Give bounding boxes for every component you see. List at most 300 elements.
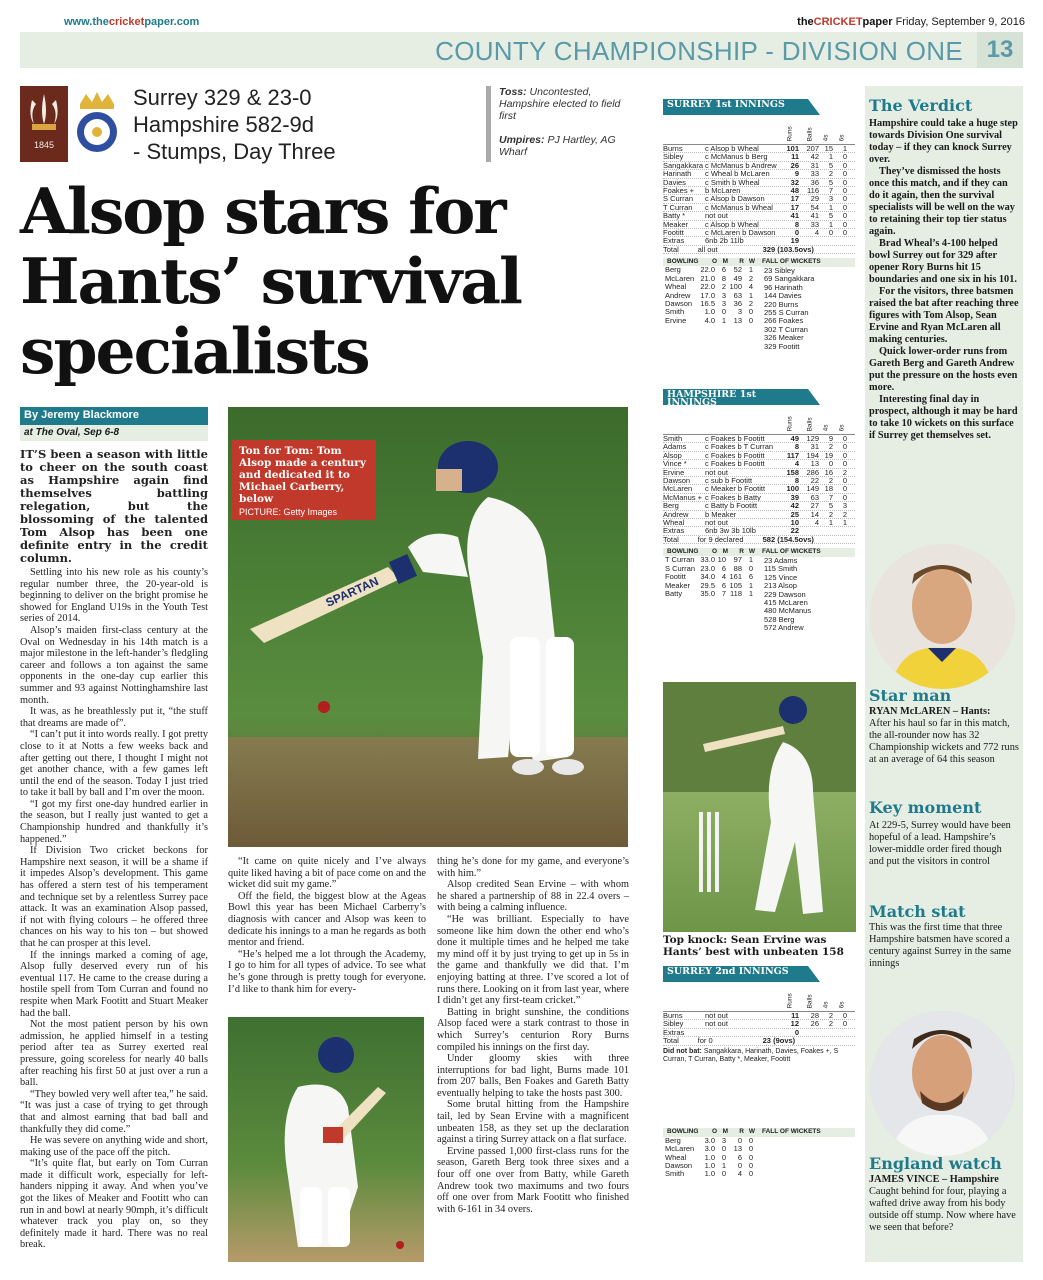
overs: 21.0 [700,273,715,283]
maidens: 6 [721,580,726,590]
fow-row: 326 Meaker [764,333,804,343]
sixes: 0 [842,492,847,502]
sixes: 0 [842,185,847,195]
fow-row: 213 Alsop [764,581,797,591]
column-header: Balls [806,993,814,1008]
bowling-header-cell: BOWLING [667,1128,699,1136]
batting-row [663,469,855,477]
bowling-section [663,1128,855,1178]
batsman-name: Total [663,535,679,544]
batsman-name: Extras [663,527,685,535]
batsman-name: Meaker [663,220,689,228]
paragraph: They’ve dismissed the hosts once this match, and if they can do it again, then the survival specialists will be well on the way to retaining their top tier status again. [869,166,1015,237]
fours: 0 [828,459,833,469]
bowling-section [663,258,855,351]
issue-date: Friday, September 9, 2016 [895,16,1025,28]
sixes: 0 [842,434,847,443]
bowler-name: McLaren [665,1144,695,1154]
sixes: 0 [842,211,847,221]
paragraph: Not the most patient person by his own admission, he applied himself in a testing period after tea as Surrey exerted real pressure, going scoreless for nearly 40 balls after reaching his first 50 at just over a run a ball. [20,1019,208,1089]
overs: 3.0 [704,1144,715,1154]
paragraph: Under gloomy skies with three interruptions for bad light, Burns made 101 from 207 balls, Ben Foakes and Gareth Batty eventually helping to take the hosts past 300. [437,1053,629,1099]
sixes: 0 [842,450,847,460]
column-headers [663,982,855,1012]
ervine-caption: Top knock: Sean Ervine was Hants’ best with unbeaten 158 [663,934,844,958]
bowler-name: Footitt [665,572,686,582]
sixes: 0 [842,459,847,469]
overs: 1.0 [704,1160,715,1170]
bowling-header-cell: M [722,548,728,556]
maidens: 4 [721,572,726,582]
balls: 26 [810,1019,819,1029]
sixes: 0 [842,475,847,485]
bowling-header-cell: W [748,1128,755,1136]
fow-row: 302 T Curran [764,324,808,334]
runs: 26 [790,160,799,170]
paragraph: “I got my first one-day hundred earlier in the season, but I really just wanted to get a Championship hundred and thankfully it’s happened.” [20,798,208,845]
bowler-name: Berg [665,1135,681,1145]
fours: 19 [824,450,833,460]
balls: 27 [810,501,819,511]
maidens: 0 [721,1152,726,1162]
balls: 116 [807,185,819,195]
runs: 117 [786,450,799,460]
bowler-name: S Curran [665,563,696,573]
paragraph: “They bowled very well after tea,” he said. “It was just a case of trying to get through that and almost earning that bad ball and thankfully they did come.” [20,1088,208,1135]
balls: 194 [806,450,819,460]
batting-row [663,536,855,544]
wickets: 2 [748,299,753,309]
batsman-name: Sangakkara [663,161,704,170]
column-header: Balls [806,416,814,431]
batting-row [663,1037,855,1045]
runs: 10 [790,517,799,527]
overs: 23.0 [700,563,715,573]
batsman-name: Sibley [663,1020,684,1028]
paragraph: Some brutal hitting from the Hampshire tail, led by Sean Ervine with a magnificent unbeaten 158, as they set up the declaration against a tiring Surrey attack on a flat surface. [437,1099,629,1146]
batsman-name: Total [663,245,679,254]
scorecard-surrey-1st-innings [663,99,855,351]
sixes: 0 [842,152,847,162]
bowler-name: Smith [665,1169,685,1179]
dismissal: c Foakes b Footitt [705,451,765,460]
sixes [843,246,855,253]
runs: 48 [790,185,799,195]
paragraph: thing he’s done for my game, and everyone’s with him.” [437,856,629,879]
sixes [833,237,847,244]
fours: 2 [828,169,833,179]
sixes: 0 [842,442,847,452]
runs: 22 [790,526,799,536]
batting-row [663,145,855,153]
fours: 16 [824,467,833,477]
bowler-name: McLaren [665,273,695,283]
fow-row: 528 Berg [764,614,795,624]
dismissal: c McManus b Andrew [705,161,777,170]
batsman-name: Davies [663,178,686,186]
paragraph: Alsop’s maiden first-class century at the Oval on Wednesday in his 14th match is a major milestone in the left-hander’s fledgling career and follows a ton against the same opponents in the one-day cup earlier this summer and 93 against Nottinghamshire last month. [20,624,208,706]
fours: 7 [828,185,833,195]
balls: 41 [810,211,819,221]
dismissal: for 9 declared [697,535,744,544]
maidens: 6 [721,563,726,573]
balls: 4 [814,227,819,237]
bowling-figures [663,258,760,351]
balls: 33 [810,219,819,229]
section-bar [20,32,1023,68]
balls: 207 [806,144,819,153]
fow-row: 69 Sangakkara [764,274,815,284]
fours: 7 [828,492,833,502]
balls: 13 [810,459,819,469]
runs-conceded: 97 [733,555,742,565]
fow-row: 480 McManus [764,606,812,616]
keymoment-title: Key moment [869,798,982,817]
balls: 14 [810,509,819,519]
fow-row: 266 Foakes [764,316,804,326]
runs-conceded: 4 [737,1169,742,1179]
dismissal: not out [705,1012,728,1020]
overs: 35.0 [700,589,715,599]
starman-title: Star man [869,686,952,705]
runs: 41 [790,211,799,221]
runs: 582 (154.5ovs) [762,534,814,544]
sixes: 3 [842,501,847,511]
wickets: 1 [748,589,753,599]
dismissal: c McManus b Berg [705,153,768,161]
column-header: 4s [822,134,830,141]
dismissal: 6nb 2b 11lb [705,237,744,245]
dismissal: c Alsop b Wheal [705,220,759,228]
sixes: 0 [842,177,847,187]
paragraph: Brad Wheal’s 4-100 helped bowl Surrey out for 329 after opener Rory Burns hit 15 boundaries and one six in his 101. [869,238,1017,285]
column-header: 4s [822,424,830,431]
byline: By Jeremy Blackmore [20,407,208,425]
maidens: 1 [721,1160,726,1170]
batsman-name: Alsop [663,451,682,460]
column-header: Balls [806,126,814,141]
fow-row: 115 Smith [764,564,798,574]
column-header: Runs [786,415,794,431]
masthead-brand: theCRICKETpaper [797,16,893,28]
runs: 0 [794,227,799,237]
column-header: 4s [822,1001,830,1008]
bowling-header-cell: O [711,258,717,266]
fours: 1 [828,517,833,527]
wickets: 2 [748,273,753,283]
bowling-row [663,317,760,325]
bowler-name: Dawson [665,299,693,309]
fow-row: 329 Footitt [764,341,800,351]
article-column-1 [20,448,208,1251]
bowling-header-cell: M [722,1128,728,1136]
wickets: 0 [748,1152,753,1162]
bowling-header-cell: R [739,1128,744,1136]
bowler-name: Berg [665,265,681,275]
headline: Alsop stars for Hants’ survival specialists [20,174,521,388]
fours: 1 [828,219,833,229]
paragraph: If the innings marked a coming of age, Alsop fully deserved every run of his eventual 117. He came to the crease during a hostile spell from Tom Curran and found no respite when Mark Footitt and Stuart Meaker had the ball. [20,949,208,1019]
batsman-name: Dawson [663,476,691,485]
dismissal: 6nb 3w 3b 10lb [705,527,756,535]
bowler-name: Wheal [665,282,687,292]
bowling-header-cell: BOWLING [667,548,699,556]
dismissal: b McLaren [705,186,741,195]
sixes: 0 [842,227,847,237]
fall-of-wickets [760,548,855,633]
runs: 12 [790,1019,799,1029]
batsman-name: S Curran [663,195,694,203]
balls [815,1037,831,1044]
sixes: 1 [842,144,847,153]
dismissal: c Alsop b Dawson [705,195,765,203]
paragraph: Ervine passed 1,000 first-class runs for the season, Gareth Berg took three sixes and a four off one over from Batty, while Gareth Andrew took two maximums and two fours off one over from Mark Footitt who finished with 6-161 in 34 overs. [437,1145,629,1215]
sixes: 0 [842,1019,847,1029]
column-header: 6s [838,134,846,141]
runs: 0 [794,1027,799,1037]
wickets: 0 [748,315,753,325]
fow-row: 572 Andrew [764,623,804,633]
fours [819,1029,833,1036]
fow-row: 23 Sibley [764,266,795,276]
matchstat-title: Match stat [869,902,966,921]
fours: 5 [828,501,833,511]
runs: 25 [790,509,799,519]
balls: 63 [810,492,819,502]
did-not-bat: Did not bat: Sangakkara, Harinath, Davies, Foakes +, S Curran, T Curran, Batty *, Meaker, Footitt [663,1047,839,1063]
runs: 8 [794,442,799,452]
dismissal: c Foakes b T Curran [705,443,774,451]
balls [815,246,831,253]
batting-row [663,170,855,178]
balls [799,237,819,244]
runs-conceded: 36 [733,299,742,309]
bowling-row [663,590,760,598]
fours: 18 [824,484,833,494]
column-header: Runs [786,992,794,1008]
batting-row [663,221,855,229]
balls [799,1029,819,1036]
fours [832,1037,844,1044]
matchstat-text: This was the first time that three Hampshire batsmen have scored a century against Surrey in the same innings [869,922,1012,969]
scorecard-hampshire-1st-innings [663,389,855,633]
runs: 19 [790,236,799,246]
starman-text [869,706,1019,766]
photo-credit: PICTURE: Getty Images [239,507,338,517]
sixes [843,1037,855,1044]
bowling-header-cell: W [748,548,755,556]
fall-of-wickets [760,258,855,351]
article-column-2 [228,856,426,995]
starman-description: After his haul so far in this match, the all-rounder now has 32 Championship wickets and 772 runs at an average of 64 this season [869,718,1019,765]
wickets: 0 [748,1144,753,1154]
maidens: 1 [721,315,726,325]
bowler-name: Ervine [665,315,687,325]
verdict-sidebar [865,86,1023,1262]
score-line-1: Surrey 329 & 23-0 [133,85,312,110]
fours: 2 [828,509,833,519]
overs: 29.5 [700,580,715,590]
runs: 49 [790,434,799,443]
toss-umpires-box [486,86,636,162]
sixes: 0 [842,169,847,179]
batting-row [663,246,855,254]
fow-header: FALL OF WICKETS [760,548,855,557]
batsman-name: Andrew [663,510,689,518]
batting-row [663,179,855,187]
balls: 4 [814,517,819,527]
england-watch-title: England watch [869,1154,1002,1173]
runs: 42 [790,501,799,511]
fow-header: FALL OF WICKETS [760,1128,855,1137]
batting-row [663,212,855,220]
runs: 9 [794,169,799,179]
batting-row [663,195,855,203]
bowling-row [663,1170,760,1178]
runs-conceded: 0 [737,1160,742,1170]
starman-name: RYAN McLAREN – Hants: [869,706,991,717]
batting-row [663,1012,855,1020]
fours [832,246,844,253]
dismissal: not out [705,518,728,527]
wickets: 0 [748,1169,753,1179]
runs: 11 [791,152,799,162]
overs: 34.0 [700,572,715,582]
paragraph: “He was brilliant. Especially to have someone like him down the other end who’s done it multiple times and he helped me take my mind off it by just trying to get up in 5s in the game and thankfully we did that. I’m enjoying batting at three. I’ve scored a lot of runs there. Looking on it from last year, where I didn’t get any first-team cricket.” [437,913,629,1007]
balls: 22 [810,475,819,485]
batsman-name: Foakes + [663,186,695,195]
dismissal: c sub b Footitt [705,476,753,485]
runs: 158 [786,467,799,477]
bowling-header-cell: M [722,258,728,266]
dismissal: c Foakes b Footitt [705,460,765,468]
sixes: 2 [842,509,847,519]
maidens: 6 [721,265,726,275]
runs: 100 [786,484,799,494]
runs: 32 [790,177,799,187]
sixes [843,536,855,543]
fours: 9 [828,434,833,443]
batsman-name: Adams [663,443,687,451]
sixes: 0 [842,1011,847,1020]
balls: 36 [810,177,819,187]
dismissal: b Meaker [705,510,737,518]
fours [819,237,833,244]
fours [832,536,844,543]
balls: 42 [810,152,819,162]
maidens: 10 [717,555,726,565]
bowling-header-cell: R [739,258,744,266]
runs: 17 [790,202,799,212]
batting-row [663,519,855,527]
batting-row [663,527,855,535]
balls: 286 [806,467,819,477]
score-line-3: - Stumps, Day Three [133,139,336,164]
score-line-2: Hampshire 582-9d [133,112,314,137]
batsman-name: Ervine [663,468,685,476]
bowler-name: Meaker [665,580,691,590]
balls [815,536,831,543]
toss-info: Toss: Uncontested, Hampshire elected to field first [499,86,621,122]
verdict-text [869,118,1019,442]
sixes [833,1029,847,1036]
column-header: Runs [786,125,794,141]
column-header: 6s [838,1001,846,1008]
hampshire-crest-icon [70,86,124,162]
runs-conceded: 63 [733,290,742,300]
paragraph: Alsop credited Sean Ervine – with whom he shared a partnership of 88 in 22.4 overs – with being a calming influence. [437,879,629,914]
england-watch-name: JAMES VINCE – Hampshire [869,1174,999,1185]
bowling-header-cell: BOWLING [667,258,699,266]
column-header: 6s [838,424,846,431]
dismissal: c McManus b Wheal [705,203,773,212]
dismissal: c McLaren b Dawson [705,228,776,237]
dismissal: c Foakes b Batty [705,493,761,502]
photo-ervine [663,682,856,932]
verdict-title: The Verdict [869,96,973,115]
bowler-name: Wheal [665,1152,687,1162]
batsman-name: T Curran [663,203,693,212]
dismissal: c Foakes b Footitt [705,435,765,443]
overs: 1.0 [704,1152,715,1162]
batsman-name: Batty * [663,212,686,220]
england-watch-text [869,1174,1019,1234]
batting-row [663,204,855,212]
overs: 22.0 [700,282,715,292]
overs: 1.0 [704,1169,715,1179]
paragraph: If Division Two cricket beckons for Hampshire next season, it will be a shame if it impedes Alsop’s development. This game has offered a stern test of his temperament and technique set by a relentless Surrey pace attack. It was an examination Alsop passed, if not with flying colours – he offered three chances on his way to his ton – but showed that he can prosper at this level. [20,845,208,949]
sixes: 0 [842,160,847,170]
bowling-section [663,548,855,633]
photo-caption-title: Ton for Tom: Tom Alsop made a century and dedicated it to Michael Carberry, below [239,445,366,505]
fow-header: FALL OF WICKETS [760,258,855,267]
runs: 39 [790,492,799,502]
runs-conceded: 13 [733,1144,742,1154]
masthead [797,16,1025,28]
match-scoreline [133,84,336,165]
wickets: 0 [748,307,753,317]
runs: 23 (9ovs) [762,1036,796,1046]
sixes: 0 [842,484,847,494]
mclaren-portrait [870,544,1015,689]
fours: 5 [828,211,833,221]
page-number: 13 [977,32,1023,68]
paragraph: “I can’t put it into words really. I got pretty close to it at Notts a few weeks back and after getting out there, I thought I might not get another chance, with a few games left until the end of the season. Today I just tried to take it ball by ball and I’m over the moon. [20,729,208,799]
overs: 17.0 [700,290,715,300]
wickets: 6 [748,572,753,582]
fow-row: 125 Vince [764,572,798,582]
batsman-name: Berg [663,502,679,510]
runs-conceded: 49 [733,273,742,283]
balls: 33 [810,169,819,179]
overs: 4.0 [704,315,715,325]
fours: 5 [828,160,833,170]
batsman-name: Burns [663,145,683,153]
paragraph: It was, as he breathlessly put it, “the stuff that dreams are made of”. [20,706,208,729]
website-url[interactable]: www.thecricketpaper.com [64,16,200,28]
bowler-name: Smith [665,307,685,317]
sixes: 0 [842,194,847,204]
runs-conceded: 105 [729,580,742,590]
batting-row [663,511,855,519]
column-headers [663,115,855,145]
paragraph: “He’s helped me a lot through the Academy, I go to him for all types of advice. To see what he’s gone through is pretty tough for everyone. I’d like to thank him for every- [228,948,426,995]
balls [799,527,819,534]
paragraph: He was severe on anything wide and short, making use of the pace off the pitch. [20,1135,208,1158]
batsman-name: Footitt [663,228,684,237]
wickets: 1 [748,290,753,300]
dismissal: c Alsop b Wheal [705,145,759,153]
